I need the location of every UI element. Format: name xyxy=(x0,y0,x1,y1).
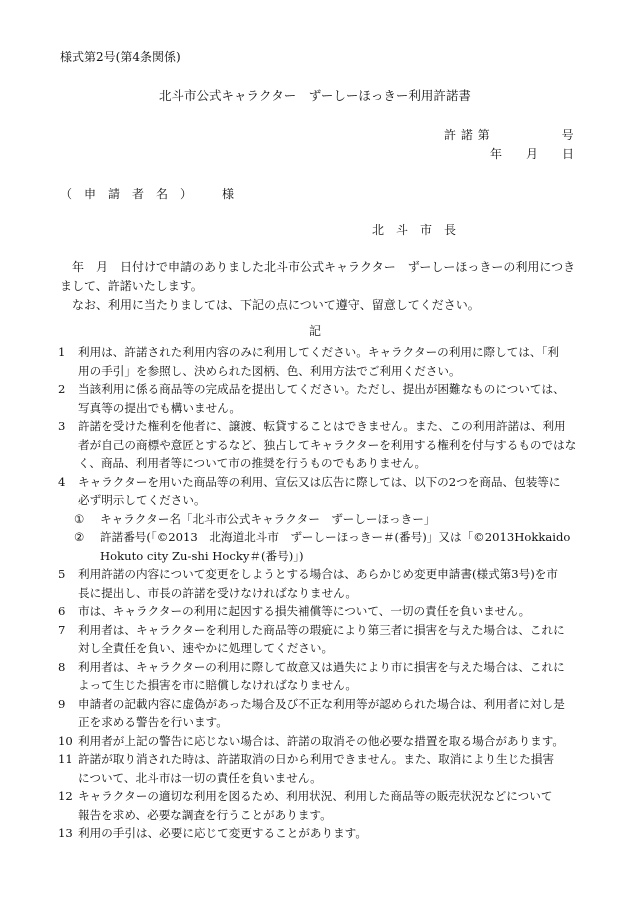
condition-text xyxy=(78,695,565,732)
condition-text xyxy=(78,343,559,380)
condition-line: 利用者は、キャラクターを利用した商品等の瑕疵により第三者に損害を与えた場合は、これに xyxy=(78,622,565,637)
condition-line: 用の手引」を参照し、決められた図柄、色、利用方法でご利用ください。 xyxy=(78,363,461,378)
condition-number: 13 xyxy=(58,826,73,840)
condition-text xyxy=(78,473,561,510)
conditions-list xyxy=(58,343,580,843)
condition-item xyxy=(58,750,580,787)
ki-heading: 記 xyxy=(308,324,321,338)
condition-item xyxy=(58,658,580,695)
issuer-title: 北 斗 市 長 xyxy=(372,223,457,237)
condition-text xyxy=(78,787,552,824)
condition-number: 10 xyxy=(58,733,73,748)
condition-line: よって生じた損害を市に賠償しなければなりません。 xyxy=(78,678,357,692)
condition-line: キャラクターの適切な利用を図るため、利用状況、利用した商品等の販売状況などについて xyxy=(78,789,553,803)
condition-text xyxy=(78,658,565,695)
condition-line: く、商品、利用者等について市の推奨を行うものでもありません。 xyxy=(78,456,427,470)
condition-line: 長に提出し、市長の許諾を受けなければなりません。 xyxy=(78,585,357,600)
sub-item-line: Hokuto city Zu-shi Hocky＃(番号)」) xyxy=(100,548,304,563)
condition-text xyxy=(78,417,576,473)
condition-item xyxy=(58,732,580,751)
condition-item xyxy=(58,343,580,380)
condition-line: 利用は、許諾された利用内容のみに利用してください。キャラクターの利用に際しては、「利 xyxy=(78,345,559,359)
condition-number: 11 xyxy=(58,752,73,766)
condition-line: 利用者が上記の警告に応じない場合は、許諾の取消その他必要な措置を取る場合があります。 xyxy=(78,733,565,748)
condition-number: 4 xyxy=(58,474,66,489)
sub-item-text xyxy=(100,510,435,529)
condition-number: 3 xyxy=(58,419,66,433)
condition-item xyxy=(58,565,580,602)
body-paragraph xyxy=(60,258,580,315)
condition-line: 者が自己の商標や意匠とするなど、独占してキャラクターを利用する権利を付与するものではな xyxy=(78,437,577,452)
condition-line: 許諾が取り消された時は、許諾取消の日から利用できません。また、取消により生じた損害 xyxy=(78,752,555,766)
condition-number: 8 xyxy=(58,659,66,674)
condition-line: 正を求める警告を行います。 xyxy=(78,715,228,729)
condition-line: キャラクターを用いた商品等の利用、宣伝又は広告に際しては、以下の2つを商品、包装等に xyxy=(78,474,561,489)
condition-line: について、北斗市は一切の責任を負いません。 xyxy=(78,770,322,785)
condition-text xyxy=(78,380,565,417)
condition-number: 7 xyxy=(58,622,66,637)
condition-number: 1 xyxy=(58,345,66,359)
condition-line: 利用者は、キャラクターの利用に際して故意又は過失により市に損害を与えた場合は、これに xyxy=(78,659,565,674)
condition-text xyxy=(78,621,565,658)
condition-number: 5 xyxy=(58,567,66,581)
sub-item xyxy=(66,528,580,565)
condition-number: 2 xyxy=(58,382,66,396)
condition-line: 報告を求め、必要な調査を行うことがあります。 xyxy=(78,807,332,822)
condition-line: 市は、キャラクターの利用に起因する損失補償等について、一切の責任を負いません。 xyxy=(78,604,531,618)
condition-line: 当該利用に係る商品等の完成品を提出してください。ただし、提出が困難なものについては、 xyxy=(78,382,565,396)
condition-text xyxy=(78,565,558,602)
sub-item-line: 許諾番号(「©2013 北海道北斗市 ずーしーほっきー＃(番号)」又は「©2013Hokkaido xyxy=(100,530,571,544)
condition-text xyxy=(78,824,367,843)
condition-text xyxy=(78,732,564,751)
condition-line: 申請者の記載内容に虚偽があった場合及び不正な利用等が認められた場合は、利用者に対し是 xyxy=(78,696,565,711)
condition-line: 許諾を受けた権利を他者に、譲渡、転貸することはできません。また、この利用許諾は、利用 xyxy=(78,419,566,433)
body-line: なお、利用に当たりましては、下記の点について遵守、留意してください。 xyxy=(60,298,480,312)
condition-item xyxy=(58,473,580,510)
condition-line: 対し全責任を負い、速やかに処理してください。 xyxy=(78,641,334,655)
condition-number: 9 xyxy=(58,696,66,711)
condition-item xyxy=(58,602,580,621)
condition-item xyxy=(58,621,580,658)
body-line: 年 月 日付けで申請のありました北斗市公式キャラクター ずーしーほっきーの利用につき xyxy=(60,260,576,274)
permit-number: 許 諾 第 号 xyxy=(444,128,574,142)
condition-number: 6 xyxy=(58,604,66,618)
condition-item xyxy=(58,824,580,843)
issue-date: 年 月 日 xyxy=(490,147,575,161)
sub-item xyxy=(66,510,580,529)
body-line: まして、許諾いたします。 xyxy=(60,279,203,293)
condition-item xyxy=(58,695,580,732)
sub-item-mark: ① xyxy=(74,511,85,526)
applicant-name: （ 申 請 者 名 ） 様 xyxy=(60,187,235,201)
condition-line: 利用の手引は、必要に応じて変更することがあります。 xyxy=(78,826,367,840)
condition-text xyxy=(78,750,554,787)
sub-item-mark: ② xyxy=(74,530,85,544)
condition-line: 必ず明示してください。 xyxy=(78,493,206,507)
condition-text xyxy=(78,602,530,621)
condition-line: 写真等の提出でも構いません。 xyxy=(78,400,242,415)
condition-number: 12 xyxy=(58,789,73,803)
condition-line: 利用許諾の内容について変更をしようとする場合は、あらかじめ変更申請書(様式第3号)を市 xyxy=(78,567,558,581)
condition-item xyxy=(58,380,580,417)
condition-item xyxy=(58,417,580,473)
form-label: 様式第2号(第4条関係) xyxy=(60,50,181,64)
sub-item-text xyxy=(100,528,570,565)
sub-item-line: キャラクター名「北斗市公式キャラクター ずーしーほっきー」 xyxy=(100,511,436,526)
condition-item xyxy=(58,787,580,824)
document-title: 北斗市公式キャラクター ずーしーほっきー利用許諾書 xyxy=(159,88,471,103)
